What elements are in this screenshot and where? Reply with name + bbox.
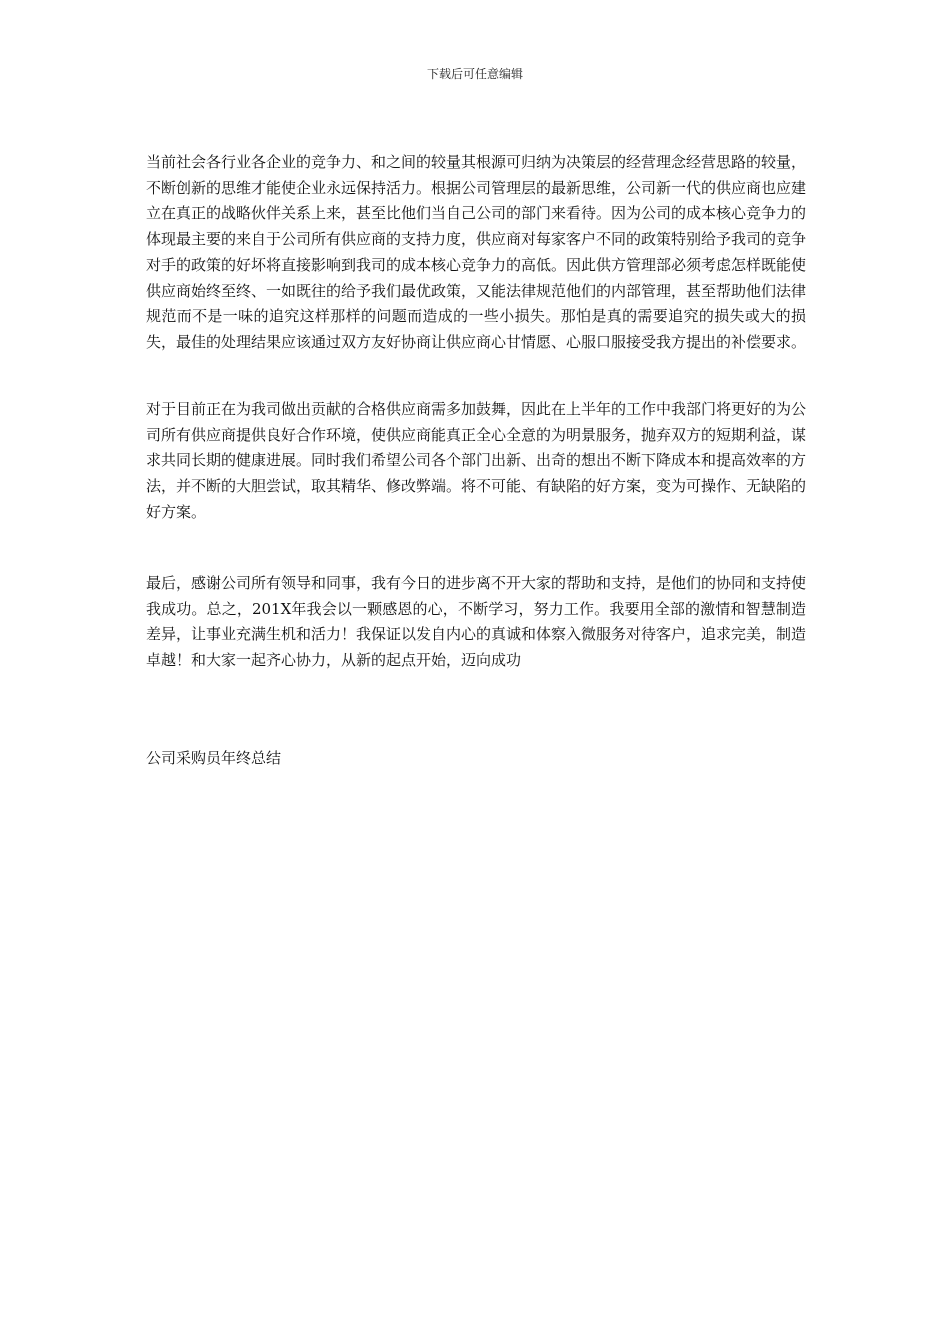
paragraph-supplier-encouragement: 对于目前正在为我司做出贡献的合格供应商需多加鼓舞，因此在上半年的工作中我部门将更好的为公司所有供应商提供良好合作环境，使供应商能真正全心全意的为明景服务，抛弃双方的短期利益，谋求共同长期的健康进展。同时我们希望公司各个部门出新、出奇的想出不断下降成本和提高效率的方法，并不断的大胆尝试，取其精华、修改弊端。将不可能、有缺陷的好方案，变为可操作、无缺陷的好方案。 — [146, 400, 807, 521]
header-note: 下载后可任意编辑 — [426, 67, 523, 81]
closing-title: 公司采购员年终总结 — [146, 749, 282, 767]
paragraph-closing-thanks: 最后，感谢公司所有领导和同事，我有今日的进步离不开大家的帮助和支持，是他们的协同和支持使我成功。总之，201X年我会以一颗感恩的心，不断学习，努力工作。我要用全部的激情和智慧制造差异，让事业充满生机和活力！我保证以发自内心的真诚和体察入微服务对待客户，追求完美，制造卓越！和大家一起齐心协力，从新的起点开始，迈向成功 — [146, 574, 807, 670]
paragraph-supplier-strategy: 当前社会各行业各企业的竞争力、和之间的较量其根源可归纳为决策层的经营理念经营思路的较量，不断创新的思维才能使企业永远保持活力。根据公司管理层的最新思维，公司新一代的供应商也应建立在真正的战略伙伴关系上来，甚至比他们当自己公司的部门来看待。因为公司的成本核心竞争力的体现最主要的来自于公司所有供应商的支持力度，供应商对每家客户不同的政策特别给予我司的竞争对手的政策的好坏将直接影响到我司的成本核心竞争力的高低。因此供方管理部必须考虑怎样既能使供应商始终至终、一如既往的给予我们最优政策，又能法律规范他们的内部管理，甚至帮助他们法律规范而不是一味的追究这样那样的问题而造成的一些小损失。那怕是真的需要追究的损失或大的损失，最佳的处理结果应该通过双方友好协商让供应商心甘情愿、心服口服接受我方提出的补偿要求。 — [146, 153, 807, 351]
